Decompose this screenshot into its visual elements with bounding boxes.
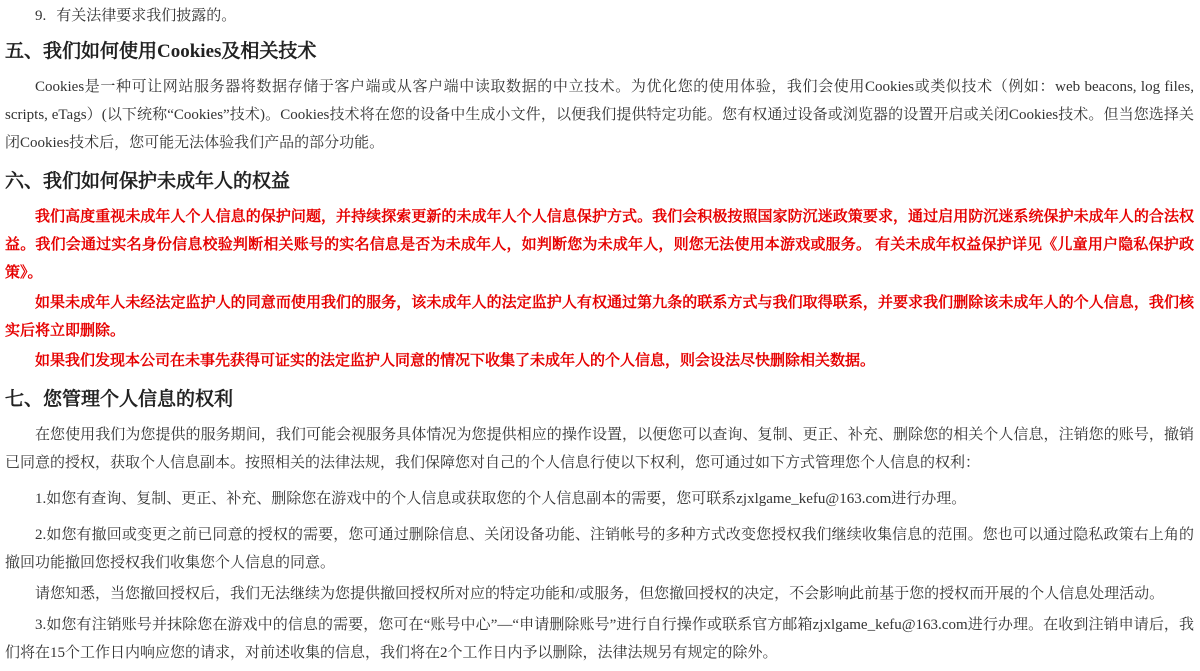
- paragraph-right-2-withdraw-consent: 2.如您有撤回或变更之前已同意的授权的需要，您可通过删除信息、关闭设备功能、注销帐号的多种方式改变您授权我们继续收集信息的范围。您也可以通过隐私政策右上角的撤回功能撤回您授权我们收集您个人信息的同意。: [5, 527, 1194, 571]
- paragraph-right-3-account-deletion: 3.如您有注销账号并抹除您在游戏中的信息的需要，您可在“账号中心”—“申请删除账号”进行自行操作或联系官方邮箱zjxlgame_kefu@163.com进行办理。在收到注销申请后，我们将在15个工作日内响应您的请求，对前述收集的信息，我们将在2个工作日内予以删除，法律法规另有规定的除外。: [5, 617, 1194, 661]
- section-heading-cookies: 五、我们如何使用Cookies及相关技术: [5, 41, 317, 62]
- list-item-text: 有关法律要求我们披露的。: [56, 8, 237, 24]
- paragraph-guardian-rights: 如果未成年人未经法定监护人的同意而使用我们的服务，该未成年人的法定监护人有权通过第九条的联系方式与我们取得联系，并要求我们删除该未成年人的个人信息，我们核实后将立即删除。: [5, 295, 1194, 339]
- section-heading-minors-protection: 六、我们如何保护未成年人的权益: [5, 171, 291, 192]
- paragraph-minors-data-deletion: 如果我们发现本公司在未事先获得可证实的法定监护人同意的情况下收集了未成年人的个人信息，则会设法尽快删除相关数据。: [35, 353, 876, 369]
- section-heading-user-rights: 七、您管理个人信息的权利: [5, 389, 234, 410]
- list-item-number: 9.: [35, 8, 47, 24]
- paragraph-minors-policy: 我们高度重视未成年人个人信息的保护问题，并持续探索更新的未成年人个人信息保护方式。我们会积极按照国家防沉迷政策要求，通过启用防沉迷系统保护未成年人的合法权益。我们会通过实名身份信息校验判断相关账号的实名信息是否为未成年人，如判断您为未成年人，则您无法使用本游戏或服务。 有关未成年权益保护详见《儿童用户隐私保护政策》。: [5, 209, 1194, 281]
- paragraph-right-1-query-copy: 1.如您有查询、复制、更正、补充、删除您在游戏中的个人信息或获取您的个人信息副本的需要，您可联系zjxlgame_kefu@163.com进行办理。: [35, 491, 967, 507]
- numbered-list-item-9: [5, 6, 1194, 27]
- paragraph-rights-overview: 在您使用我们为您提供的服务期间，我们可能会视服务具体情况为您提供相应的操作设置，以便您可以查询、复制、更正、补充、删除您的相关个人信息，注销您的账号，撤销已同意的授权，获取个人信息副本。按照相关的法律法规，我们保障您对自己的个人信息行使以下权利，您可通过如下方式管理您个人信息的权利：: [5, 427, 1194, 471]
- paragraph-cookies-description: Cookies是一种可让网站服务器将数据存储于客户端或从客户端中读取数据的中立技术。为优化您的使用体验，我们会使用Cookies或类似技术（例如：web beacons, log files, scripts, eTags）(以下统称“Cookies”技术)。Cookies技术将在您的设备中生成小文件，以便我们提供特定功能。您有权通过设备或浏览器的设置开启或关闭Cookies技术。但当您选择关闭Cookies技术后，您可能无法体验我们产品的部分功能。: [5, 79, 1194, 151]
- paragraph-withdraw-notice: 请您知悉，当您撤回授权后，我们无法继续为您提供撤回授权所对应的特定功能和/或服务，但您撤回授权的决定，不会影响此前基于您的授权而开展的个人信息处理活动。: [35, 586, 1165, 602]
